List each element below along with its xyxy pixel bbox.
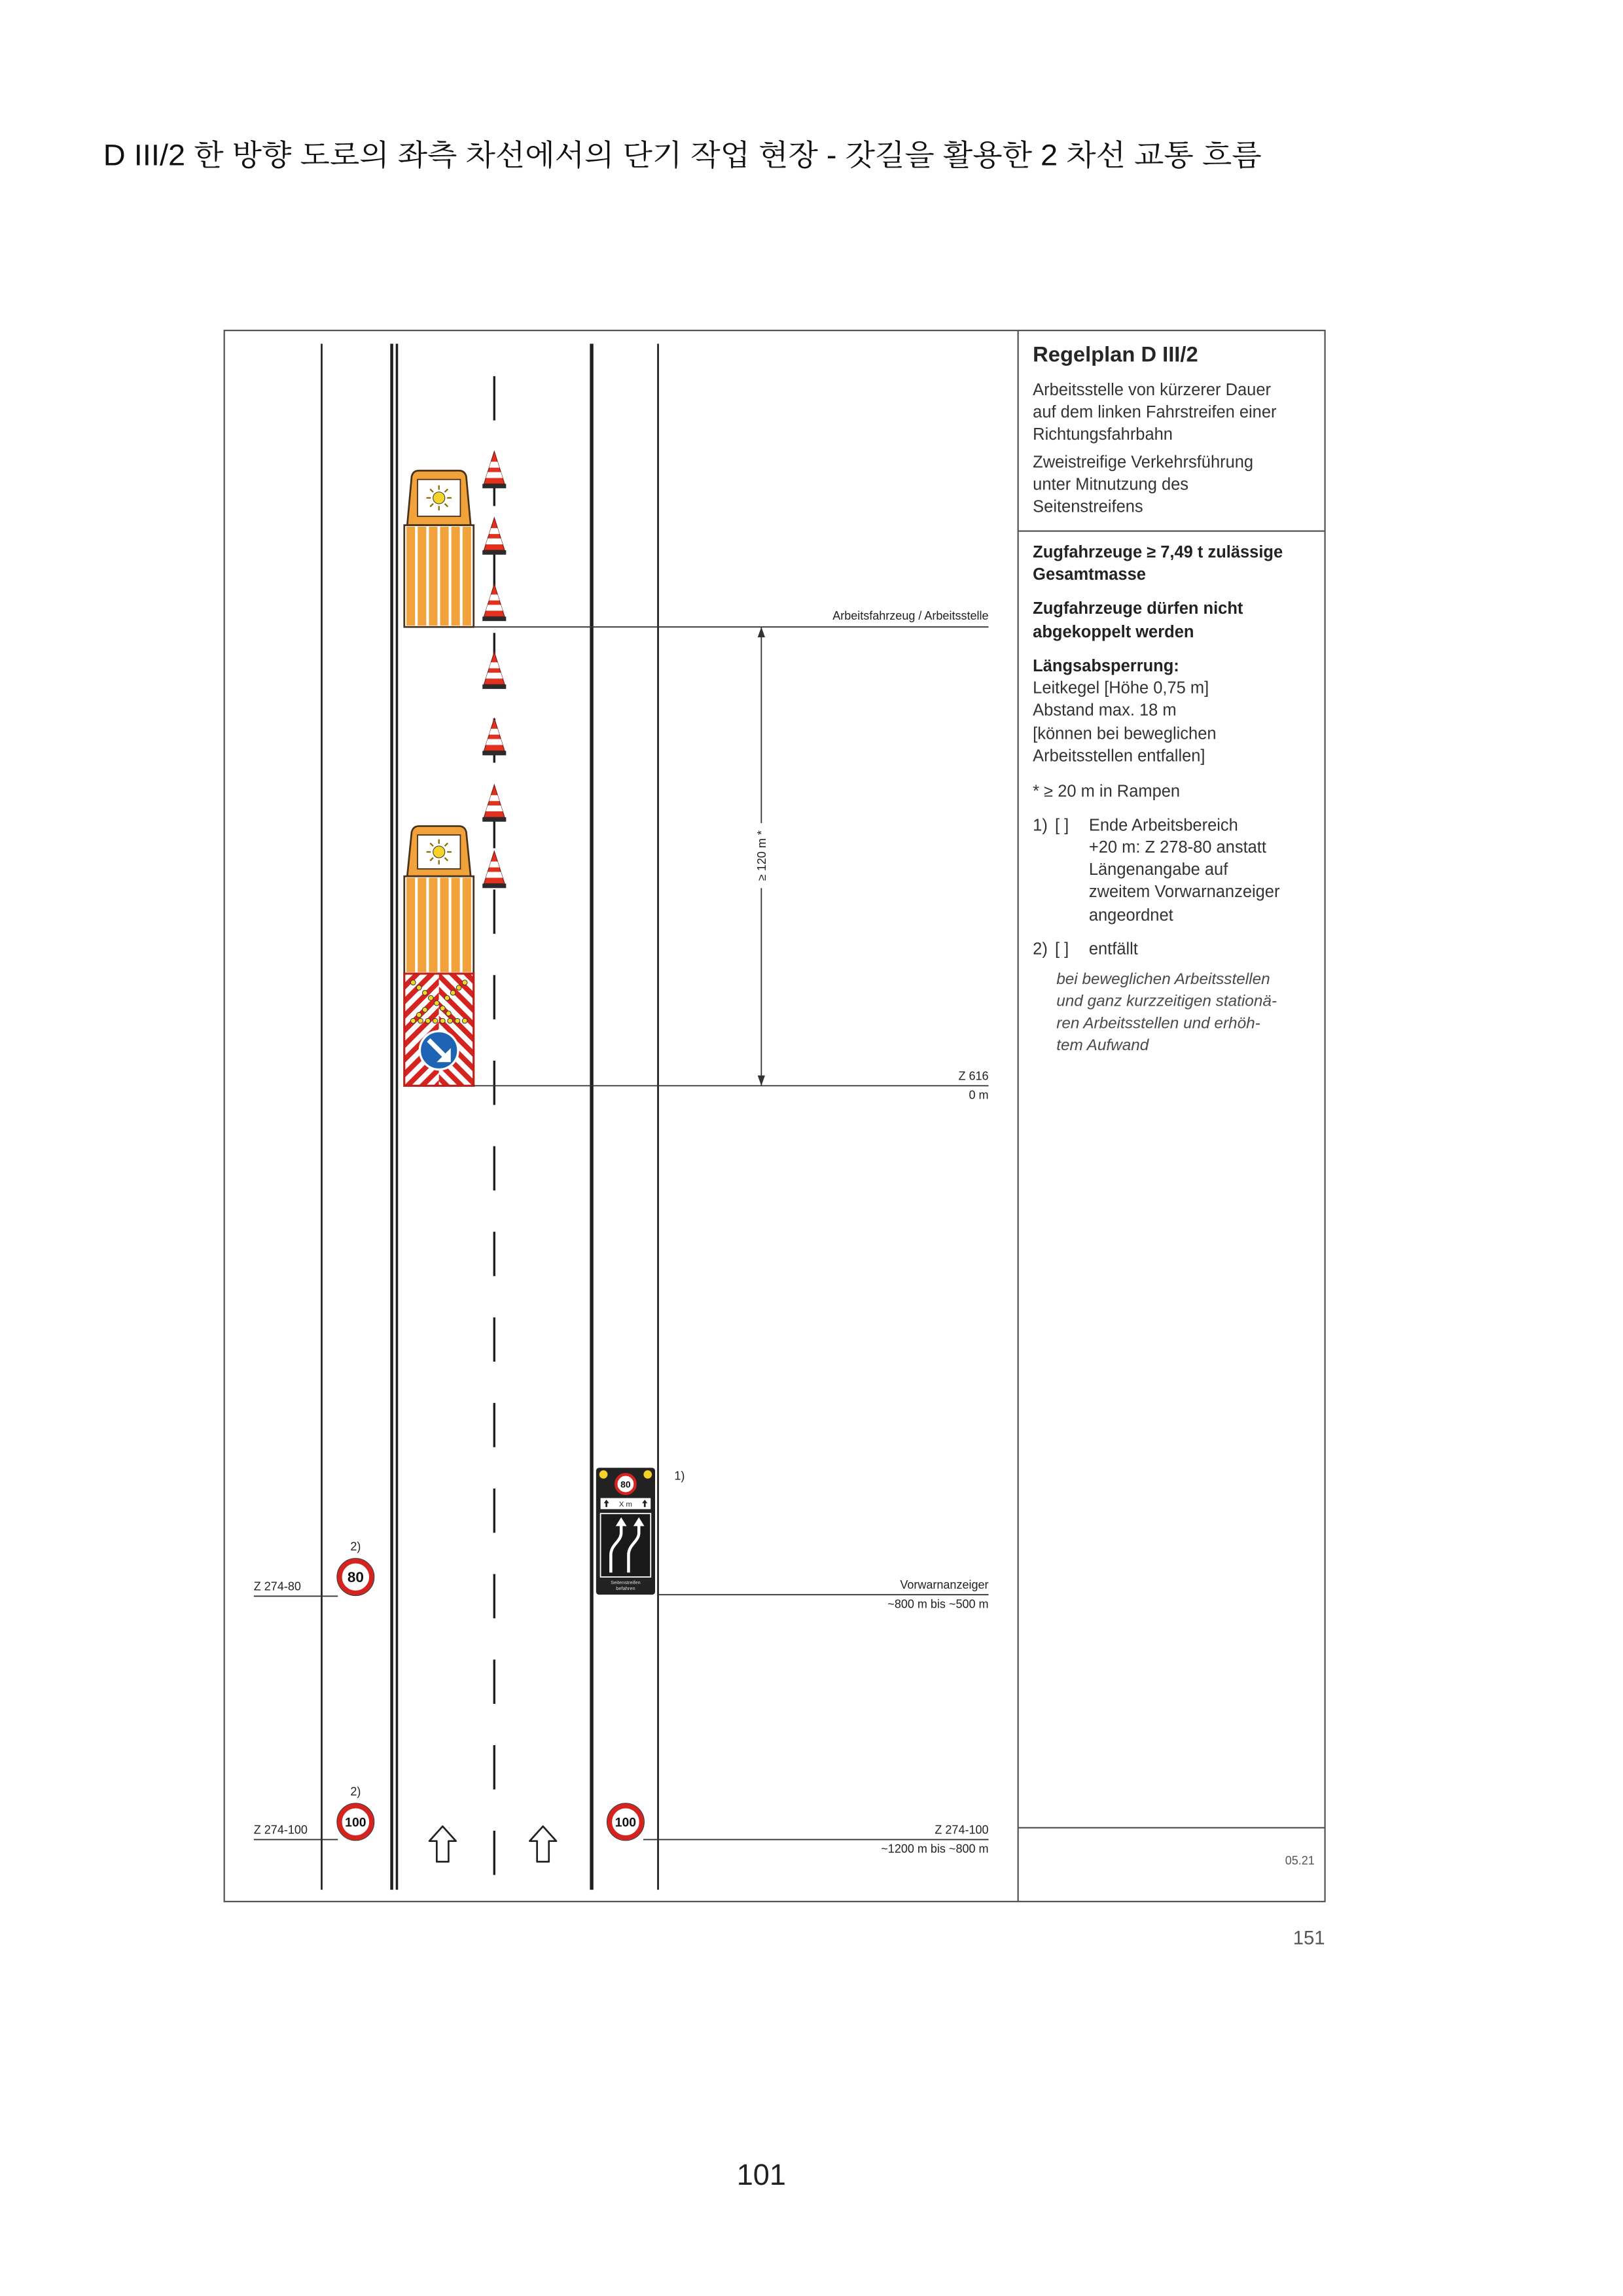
warning-stripe <box>406 527 415 626</box>
lane-shift-pictogram <box>601 1513 651 1577</box>
keep-right-sign <box>419 1031 458 1070</box>
note-1-line: Längenangabe auf <box>1088 860 1228 879</box>
speed-80-left-sign-label: Z 274-80 <box>253 1580 301 1593</box>
speed-sign-value: 80 <box>347 1569 364 1586</box>
plan-info-panel <box>1033 342 1315 1867</box>
note-1-marker: 1) <box>1033 816 1048 835</box>
warning-lamp-right <box>643 1470 652 1479</box>
warning-stripe <box>418 877 426 972</box>
note-2-marker: 2) <box>1033 940 1048 959</box>
advance-warning-distance: ~800 m bis ~500 m <box>887 1597 989 1611</box>
traffic-cone <box>482 451 506 488</box>
bracket-legend-line: und ganz kurzzeitigen stationä- <box>1056 992 1277 1010</box>
barrier-line: Abstand max. 18 m <box>1033 701 1177 720</box>
advance-warning-footnote: 1) <box>674 1469 685 1483</box>
note-2-text: entfällt <box>1088 940 1138 959</box>
safety-vehicle <box>404 826 474 1086</box>
speed-limit-80-value: 80 <box>620 1479 631 1490</box>
pictogram-caption-line-2: befahren <box>616 1585 635 1591</box>
towing-weight-line: Gesamtmasse <box>1033 565 1146 584</box>
figure-frame <box>224 330 1325 1901</box>
work-vehicle <box>404 470 474 627</box>
work-vehicle-label: Arbeitsfahrzeug / Arbeitsstelle <box>832 609 989 622</box>
description-line: Richtungsfahrbahn <box>1033 425 1173 444</box>
warning-stripe <box>440 527 449 626</box>
edition-code: 05.21 <box>1285 1854 1315 1867</box>
description-line: auf dem linken Fahrstreifen einer <box>1033 403 1277 422</box>
barrier-heading: Längsabsperrung: <box>1033 656 1179 675</box>
description-line: Arbeitsstelle von kürzerer Dauer <box>1033 381 1271 400</box>
z616-sign-label: Z 616 <box>958 1069 989 1083</box>
speed-100-distance: ~1200 m bis ~800 m <box>881 1842 989 1856</box>
ramp-note: * ≥ 20 m in Rampen <box>1033 782 1181 801</box>
speed-sign-value: 100 <box>345 1815 366 1830</box>
note-1-bracket: [ ] <box>1055 816 1069 835</box>
page-number: 101 <box>736 2157 786 2191</box>
advance-warning-label: Vorwarnanzeiger <box>900 1578 989 1592</box>
barrier-line: [können bei beweglichen <box>1033 724 1217 743</box>
warning-stripe <box>440 877 449 972</box>
traffic-guidance-line: unter Mitnutzung des <box>1033 475 1189 494</box>
speed-sign-value: 100 <box>615 1815 637 1830</box>
warning-light-icon <box>427 486 452 510</box>
warning-stripe <box>463 527 471 626</box>
note-1-line: +20 m: Z 278-80 anstatt <box>1088 838 1266 857</box>
note-2-bracket: [ ] <box>1055 940 1069 959</box>
page-heading: D III/2 한 방향 도로의 좌측 차선에서의 단기 작업 현장 - 갓길을 활용한 2 차선 교통 흐름 <box>103 138 1262 172</box>
pictogram-caption-line-1: Seitenstreifen <box>611 1579 641 1585</box>
bracket-legend-line: tem Aufwand <box>1056 1036 1149 1055</box>
advance-warning-sign <box>596 1468 655 1595</box>
plan-title: Regelplan D III/2 <box>1033 342 1198 366</box>
barrier-line: Leitkegel [Höhe 0,75 m] <box>1033 679 1209 698</box>
speed-100-left-sign-label: Z 274-100 <box>253 1823 308 1837</box>
lane-direction-arrow-icon <box>529 1826 556 1862</box>
traffic-cone <box>482 652 506 689</box>
traffic-guidance-line: Zweistreifige Verkehrsführung <box>1033 453 1254 472</box>
barrier-line: Arbeitsstellen entfallen] <box>1033 747 1205 766</box>
warning-stripe <box>452 877 460 972</box>
coupling-line: Zugfahrzeuge dürfen nicht <box>1033 599 1243 618</box>
traffic-cone <box>482 718 506 755</box>
traffic-cone <box>482 584 506 621</box>
z616-distance-label: 0 m <box>969 1088 989 1102</box>
bracket-legend-line: bei beweglichen Arbeitsstellen <box>1056 970 1270 988</box>
speed-limit-100-sign-right <box>607 1803 645 1841</box>
source-page-number: 151 <box>1293 1927 1325 1949</box>
road-markings <box>321 344 658 1890</box>
warning-stripe <box>463 877 471 972</box>
distance-plate-value: X m <box>618 1500 632 1509</box>
note-1-line: angeordnet <box>1088 906 1173 925</box>
warning-stripe <box>418 527 426 626</box>
warning-light-icon <box>427 839 452 864</box>
towing-weight-line: Zugfahrzeuge ≥ 7,49 t zulässige <box>1033 543 1283 562</box>
dimension-arrow-top <box>758 627 765 637</box>
speed-80-left-footnote: 2) <box>350 1540 361 1553</box>
speed-limit-100-sign-left <box>337 1803 374 1841</box>
speed-100-left-footnote: 2) <box>350 1784 361 1798</box>
note-1-line: zweitem Vorwarnanzeiger <box>1088 882 1280 901</box>
speed-100-sign-label: Z 274-100 <box>935 1823 989 1837</box>
warning-stripe <box>406 877 415 972</box>
note-1-line: Ende Arbeitsbereich <box>1088 816 1238 835</box>
z616-barrier-board <box>404 974 474 1086</box>
speed-limit-80-sign-left <box>337 1559 374 1596</box>
traffic-cone <box>482 518 506 554</box>
dimension-arrow-bottom <box>758 1076 765 1086</box>
traffic-cone <box>482 851 506 888</box>
warning-stripe <box>429 527 437 626</box>
warning-stripe <box>429 877 437 972</box>
warning-stripe <box>452 527 460 626</box>
coupling-line: abgekoppelt werden <box>1033 622 1194 641</box>
distance-label: ≥ 120 m * <box>755 830 769 881</box>
warning-lamp-left <box>599 1470 608 1479</box>
bracket-legend-line: ren Arbeitsstellen und erhöh- <box>1056 1014 1260 1033</box>
lane-direction-arrow-icon <box>429 1826 456 1862</box>
traffic-cone <box>482 785 506 821</box>
traffic-guidance-line: Seitenstreifens <box>1033 497 1143 516</box>
